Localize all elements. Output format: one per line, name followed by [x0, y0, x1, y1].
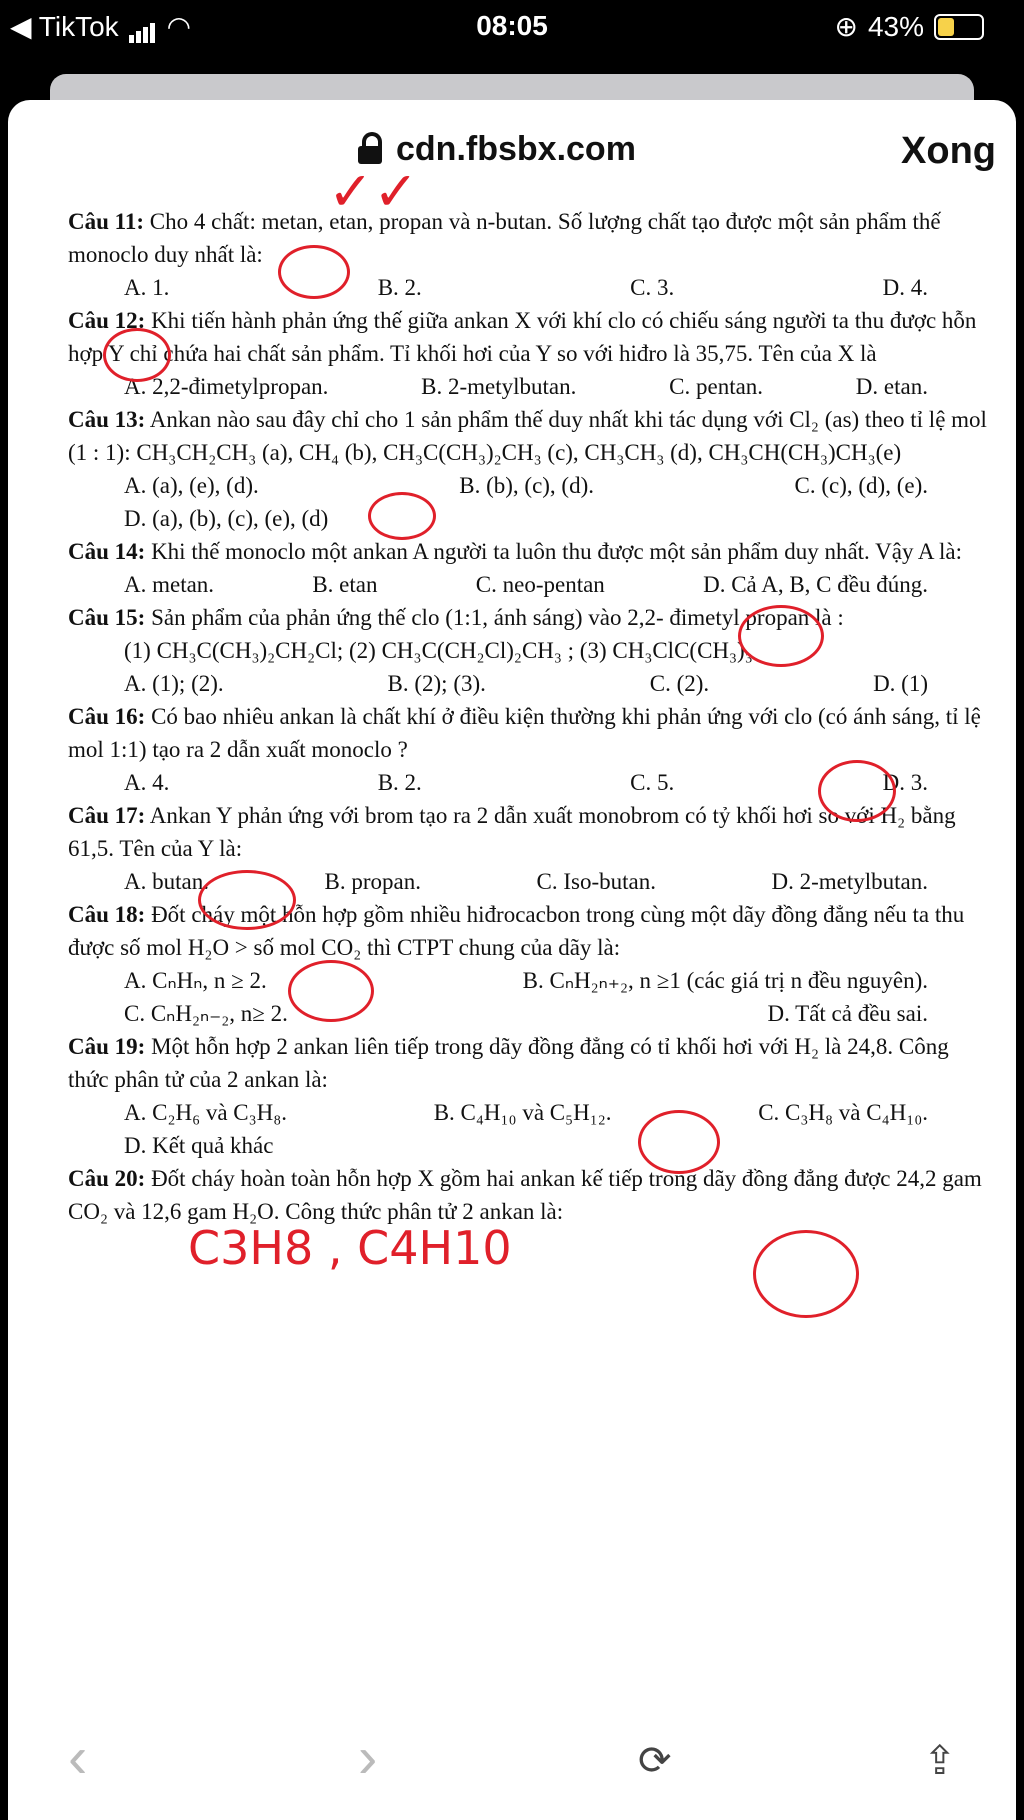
handwritten-answer-q20: C3H8 , C4H10	[188, 1221, 512, 1275]
question-17: Câu 17: Ankan Y phản ứng với brom tạo ra 2 dẫn xuất monobrom có tỷ khối hơi so với H₂ bằng 61,5. Tên của Y là:	[68, 803, 956, 861]
answers-15: A. (1); (2). B. (2); (3). C. (2). D. (1)	[124, 671, 928, 696]
back-arrow-icon[interactable]: ‹	[68, 1725, 88, 1790]
answers-16: A. 4. B. 2. C. 5. D. 3.	[124, 770, 928, 795]
browser-sheet	[8, 100, 1016, 1820]
question-11: Câu 11: Cho 4 chất: metan, etan, propan và n-butan. Số lượng chất tạo được một sản phẩm thế monoclo duy nhất là:	[68, 209, 941, 267]
browser-toolbar	[8, 1710, 1016, 1820]
question-20: Câu 20: Đốt cháy hoàn toàn hỗn hợp X gồm hai ankan kế tiếp trong dãy đồng đẳng được 24,2 gam CO₂ và 12,6 gam H₂O. Công thức phân tử 2 ankan là:	[68, 1166, 982, 1224]
question-16: Câu 16: Có bao nhiêu ankan là chất khí ở điều kiện thường khi phản ứng với clo (có ánh sáng, tỉ lệ mol 1:1) tạo ra 2 dẫn xuất monoclo ?	[68, 704, 981, 762]
share-icon[interactable]: ⇪	[923, 1739, 957, 1783]
answers-12: A. 2,2-đimetylpropan. B. 2-metylbutan. C. pentan. D. etan.	[124, 374, 928, 399]
handwritten-checkmarks: ✓✓	[328, 160, 419, 223]
rotation-lock-icon: ⊕	[834, 11, 858, 42]
answers-18-ab: A. CₙHₙ, n ≥ 2. B. CₙH₂ₙ₊₂, n ≥1 (các giá trị n đều nguyên).	[124, 968, 928, 993]
question-15: Câu 15: Sản phẩm của phản ứng thế clo (1:1, ánh sáng) vào 2,2- đimetyl propan là :	[68, 605, 844, 630]
question-14: Câu 14: Khi thế monoclo một ankan A người ta luôn thu được một sản phẩm duy nhất. Vậy A là:	[68, 539, 963, 564]
answers-13-d: D. (a), (b), (c), (e), (d)	[124, 506, 329, 531]
answers-19-d: D. Kết quả khác	[124, 1133, 274, 1158]
url-bar	[8, 100, 1016, 210]
question-15-options: (1) CH₃C(CH₃)₂CH₂Cl; (2) CH₃C(CH₂Cl)₂CH₃ ; (3) CH₃ClC(CH₃)₃	[124, 638, 753, 663]
answers-11: A. 1. B. 2. C. 3. D. 4.	[124, 275, 928, 300]
clock: 08:05	[476, 10, 548, 41]
question-12: Câu 12: Khi tiến hành phản ứng thế giữa ankan X với khí clo có chiếu sáng người ta thu được hỗn hợp Y chỉ chứa hai chất sản phẩm. Tỉ khối hơi của Y so với hiđro là 35,75. Tên của X là	[68, 308, 977, 366]
battery-percent: 43%	[867, 10, 924, 42]
battery-icon	[934, 14, 984, 40]
answers-18-cd: C. CₙH₂ₙ₋₂, n≥ 2. D. Tất cả đều sai.	[124, 1001, 928, 1026]
question-19: Câu 19: Một hỗn hợp 2 ankan liên tiếp trong dãy đồng đẳng có tỉ khối hơi với H₂ là 24,8. Công thức phân tử của 2 ankan là:	[68, 1034, 949, 1092]
answers-19: A. C₂H₆ và C₃H₈. B. C₄H₁₀ và C₅H₁₂. C. C₃H₈ và C₄H₁₀.	[124, 1100, 928, 1125]
forward-arrow-icon[interactable]: ›	[358, 1725, 378, 1790]
wifi-icon: ◠	[166, 11, 192, 42]
reload-icon[interactable]: ⟳	[638, 1739, 672, 1783]
answers-17: A. butan. B. propan. C. Iso-butan. D. 2-metylbutan.	[124, 869, 928, 894]
question-18: Câu 18: Đốt cháy một hỗn hợp gồm nhiều hiđrocacbon trong cùng một dãy đồng đẳng nếu ta thu được số mol H₂O > số mol CO₂ thì CTPT chung của dãy là:	[68, 902, 965, 960]
url-text: cdn.fbsbx.com	[396, 130, 636, 168]
done-button[interactable]: Xong	[901, 130, 996, 172]
back-app-label: ◀ TikTok	[10, 11, 119, 42]
question-13: Câu 13: Ankan nào sau đây chỉ cho 1 sản phẩm thế duy nhất khi tác dụng với Cl₂ (as) theo tỉ lệ mol (1 : 1): CH₃CH₂CH₃ (a), CH₄ (b), CH₃C(CH₃)₂CH₃ (c), CH₃CH₃ (d), CH₃CH(CH₃)CH₃(e)	[68, 407, 987, 465]
document-content	[68, 205, 988, 1755]
status-bar	[0, 0, 1024, 56]
answers-13: A. (a), (e), (d). B. (b), (c), (d). C. (c), (d), (e).	[124, 473, 928, 498]
answers-14: A. metan. B. etan C. neo-pentan D. Cả A, B, C đều đúng.	[124, 572, 928, 597]
